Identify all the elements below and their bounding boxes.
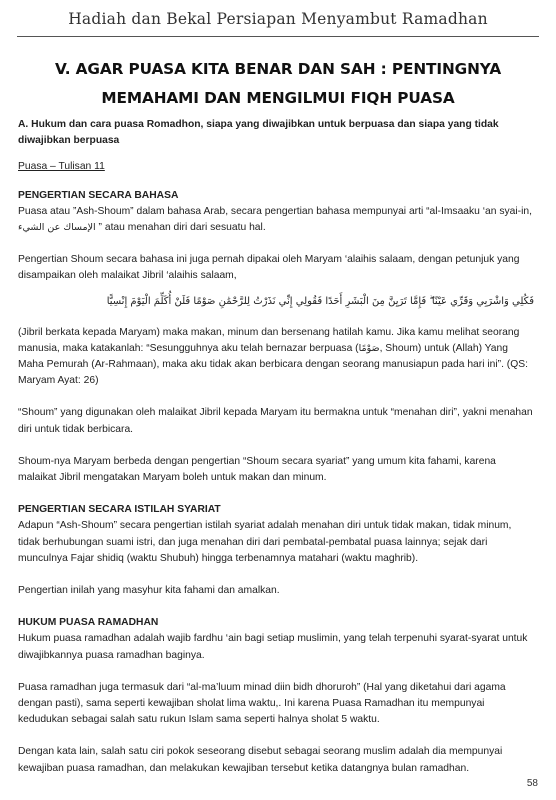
- section-a-heading: A. Hukum dan cara puasa Romadhon, siapa yang diwajibkan untuk berpuasa dan siapa yang tidak diwajibkan berpuasa: [18, 119, 499, 147]
- quran-verse: فَكُلِي وَاشْرَبِي وَقَرِّي عَيْنًا ۖ فَإِمَّا تَرَيِنَّ مِنَ الْبَشَرِ أَحَدًا فَقُولِي إِنِّي نَذَرْتُ لِلرَّحْمَٰنِ صَوْمًا فَلَنْ أُكَلِّمَ الْيَوْمَ إِنْسِيًّا: [106, 295, 534, 307]
- paragraph-text: , Shoum) untuk (Allah) Yang Maha Pemurah (Ar-Rahmaan), maka aku tidak akan berbicara dengan seorang manusiapun pada hari ini”. (QS: Maryam Ayat: 26): [18, 342, 528, 387]
- paragraph-hukum-1: Hukum puasa ramadhan adalah wajib fardhu ‘ain bagi setiap muslimin, yang telah terpenuhi syarat-syarat untuk diwajibkannya puasa ramadhan baginya.: [18, 633, 528, 661]
- heading-syariat: PENGERTIAN SECARA ISTILAH SYARIAT: [18, 504, 221, 516]
- paragraph-text: ” atau menahan diri dari sesuatu hal.: [95, 222, 266, 234]
- running-header: Hadiah dan Bekal Persiapan Menyambut Ramadhan: [68, 10, 488, 28]
- paragraph-hukum-2: Puasa ramadhan juga termasuk dari “al-ma’luum minad diin bidh dhoruroh” (Hal yang diketahui dari agama dengan pasti), sama seperti kewajiban sholat lima waktu,. Ini karena Puasa Ramadhan itu mempunyai kedudukan sebagai salah satu rukun Islam sama seperti halnya sholat 5 waktu.: [18, 681, 506, 726]
- header-rule: [17, 36, 539, 37]
- heading-hukum: HUKUM PUASA RAMADHAN: [18, 617, 159, 629]
- body-content: [18, 117, 534, 793]
- paragraph-text: (Jibril berkata kepada Maryam) maka makan, minum dan bersenang hatilah kamu. Jika kamu melihat seorang manusia, maka katakanlah: “Sesungguhnya aku telah bernazar berpuasa (: [18, 326, 520, 354]
- paragraph-syariat-2: Pengertian inilah yang masyhur kita fahami dan amalkan.: [18, 585, 280, 597]
- paragraph-text: Puasa atau ”Ash-Shoum” dalam bahasa Arab, secara pengertian bahasa mempunyai arti “al-Imsaaku ‘an syai-in,: [18, 205, 532, 217]
- page-number: 58: [526, 778, 538, 789]
- tulisan-label: Puasa – Tulisan 11: [18, 161, 105, 173]
- arabic-word: صَوْمًا: [358, 342, 380, 354]
- heading-bahasa: PENGERTIAN SECARA BAHASA: [18, 189, 179, 201]
- chapter-title: V. AGAR PUASA KITA BENAR DAN SAH : PENTINGNYA MEMAHAMI DAN MENGILMUI FIQH PUASA: [54, 60, 502, 107]
- paragraph-bahasa-1: [18, 204, 534, 236]
- paragraph-bahasa-5: Shoum-nya Maryam berbeda dengan pengertian “Shoum secara syariat” yang umum kita fahami, karena malaikat Jibril mengatakan Maryam boleh untuk makan dan minum.: [18, 455, 496, 484]
- paragraph-bahasa-3: [18, 325, 534, 390]
- paragraph-bahasa-4: “Shoum” yang digunakan oleh malaikat Jibril kepada Maryam itu bermakna untuk “menahan diri”, yakni menahan diri untuk tidak berbicara.: [18, 407, 533, 435]
- paragraph-hukum-3: Dengan kata lain, salah satu ciri pokok seseorang disebut sebagai seorang muslim adalah dia mempunyai kewajiban puasa ramadhan, dan melakukan kewajiban tersebut ketika datangnya bulan ramadhan.: [18, 746, 503, 774]
- paragraph-bahasa-2: Pengertian Shoum secara bahasa ini juga pernah dipakai oleh Maryam ‘alaihis salaam, dengan petunjuk yang disampaikan oleh malaikat Jibril ‘alaihis salaam,: [18, 254, 520, 282]
- arabic-phrase: الإمساك عن الشيء: [18, 222, 96, 234]
- paragraph-syariat-1: Adapun “Ash-Shoum” secara pengertian istilah syariat adalah menahan diri untuk tidak makan, tidak minum, tidak berhubungan suami istri, dan juga menahan diri dari pembatal-pembatal puasa lainnya; sejak dari munculnya Fajar shidiq (waktu Shubuh) hingga terbenamnya matahari (waktu maghrib).: [18, 520, 512, 564]
